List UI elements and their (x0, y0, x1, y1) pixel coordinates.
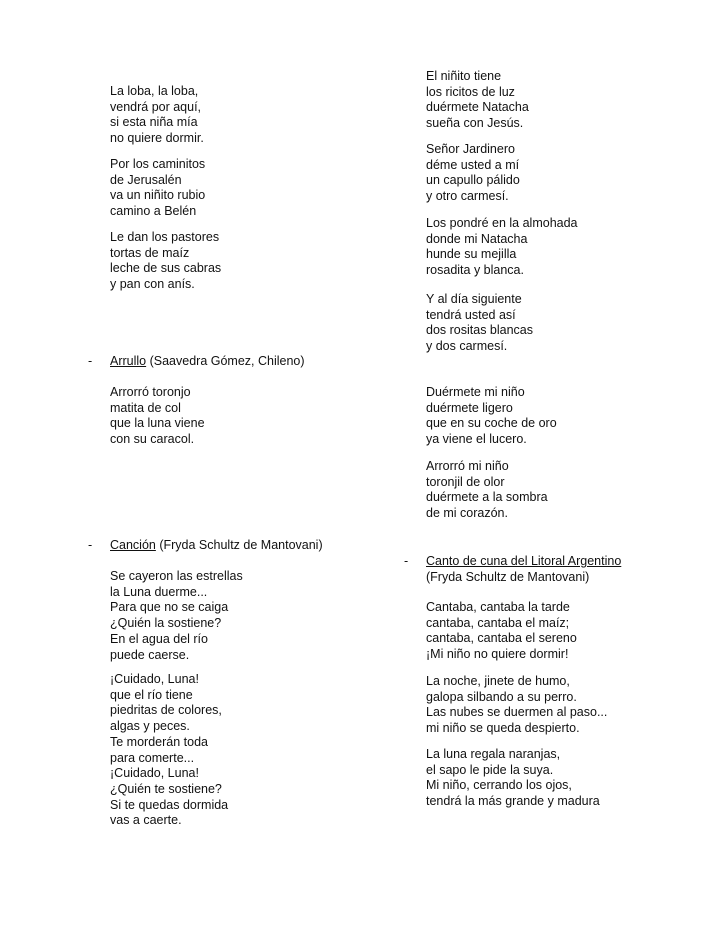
poem-line: El niñito tiene (426, 69, 502, 83)
poem-line: Por los caminitos (110, 157, 206, 171)
poem-line: Cantaba, cantaba la tarde (426, 600, 570, 614)
poem-line: La luna regala naranjas, (426, 747, 561, 761)
cancion-title: Canción (110, 538, 156, 552)
canto-heading (426, 553, 621, 569)
poem-line: va un niñito rubio (110, 188, 206, 203)
poem-line: Se cayeron las estrellas (110, 569, 243, 583)
poem-line: toronjil de olor (426, 474, 505, 489)
cancion-heading (110, 537, 323, 553)
poem-line: tendrá la más grande y madura (426, 794, 600, 809)
poem-line: rosadita y blanca. (426, 263, 524, 278)
poem-line: hunde su mejilla (426, 247, 517, 262)
poem-line: déme usted a mí (426, 157, 520, 172)
poem-line: duérmete Natacha (426, 100, 529, 115)
poem-line: vas a caerte. (110, 813, 182, 828)
poem-line: donde mi Natacha (426, 231, 528, 246)
poem-line: dos rositas blancas (426, 323, 534, 338)
poem-line: el sapo le pide la suya. (426, 762, 554, 777)
poem-line: Si te quedas dormida (110, 797, 229, 812)
poem-line: galopa silbando a su perro. (426, 689, 577, 704)
arrullo-author: (Saavedra Gómez, Chileno) (146, 354, 305, 368)
cancion-author: (Fryda Schultz de Mantovani) (155, 538, 323, 552)
poem-line: y dos carmesí. (426, 339, 508, 354)
arrullo-title: Arrullo (110, 354, 147, 368)
poem-line: mi niño se queda despierto. (426, 721, 580, 736)
poem-line: que la luna viene (110, 416, 205, 431)
poem-line: sueña con Jesús. (426, 116, 524, 131)
poem-line: Los pondré en la almohada (426, 216, 578, 230)
poem-line: matita de col (110, 400, 181, 415)
poem-line: Le dan los pastores (110, 230, 220, 244)
poem-line: La noche, jinete de humo, (426, 674, 570, 688)
poem-line: que en su coche de oro (426, 416, 557, 431)
poem-line: cantaba, cantaba el maíz; (426, 615, 570, 630)
cancion-bullet: - (88, 538, 93, 552)
poem-line: los ricitos de luz (426, 84, 515, 99)
arrullo-heading (110, 353, 305, 369)
poem-line: leche de sus cabras (110, 261, 222, 276)
poem-line: Te morderán toda (110, 734, 208, 749)
poem-line: ¡Cuidado, Luna! (110, 766, 199, 781)
poem-line: Las nubes se duermen al paso... (426, 705, 608, 720)
poem-line: ¿Quién te sostiene? (110, 781, 222, 796)
poem-line: Arrorró toronjo (110, 385, 191, 399)
poem-line: Para que no se caiga (110, 600, 229, 615)
poem-line: tendrá usted así (426, 307, 516, 322)
poem-line: puede caerse. (110, 647, 190, 662)
poem-line: piedritas de colores, (110, 703, 222, 718)
poem-line: Arrorró mi niño (426, 459, 509, 473)
poem-line: Mi niño, cerrando los ojos, (426, 778, 572, 793)
canto-title: Canto de cuna del Litoral Argentino (426, 554, 622, 568)
poem-line: La loba, la loba, (110, 84, 199, 98)
poem-line: y otro carmesí. (426, 189, 509, 204)
poem-line: camino a Belén (110, 204, 197, 219)
poem-line: duérmete ligero (426, 400, 513, 415)
poem-line: algas y peces. (110, 719, 190, 734)
poem-line: si esta niña mía (110, 115, 198, 130)
canto-bullet: - (404, 554, 409, 568)
poem-line: ¡Cuidado, Luna! (110, 672, 199, 686)
poem-line: ya viene el lucero. (426, 432, 527, 447)
poem-line: cantaba, cantaba el sereno (426, 631, 577, 646)
poem-line: En el agua del río (110, 631, 208, 646)
poem-line: vendrá por aquí, (110, 99, 202, 114)
poem-line: ¿Quién la sostiene? (110, 616, 222, 631)
poem-line: con su caracol. (110, 432, 195, 447)
poem-line: para comerte... (110, 750, 195, 765)
arrullo-bullet: - (88, 354, 93, 368)
poem-line: duérmete a la sombra (426, 490, 548, 505)
poem-line: de mi corazón. (426, 506, 508, 521)
poem-line: no quiere dormir. (110, 131, 204, 146)
poem-line: Señor Jardinero (426, 142, 515, 156)
poem-line: un capullo pálido (426, 173, 520, 188)
poem-line: Y al día siguiente (426, 292, 522, 306)
poem-line: tortas de maíz (110, 245, 190, 260)
poem-line: Duérmete mi niño (426, 385, 525, 399)
poem-line: ¡Mi niño no quiere dormir! (426, 647, 569, 662)
poem-line: y pan con anís. (110, 277, 195, 292)
poem-line: la Luna duerme... (110, 584, 208, 599)
canto-author: (Fryda Schultz de Mantovani) (426, 570, 590, 584)
poem-line: de Jerusalén (110, 172, 182, 187)
poem-line: que el río tiene (110, 687, 193, 702)
